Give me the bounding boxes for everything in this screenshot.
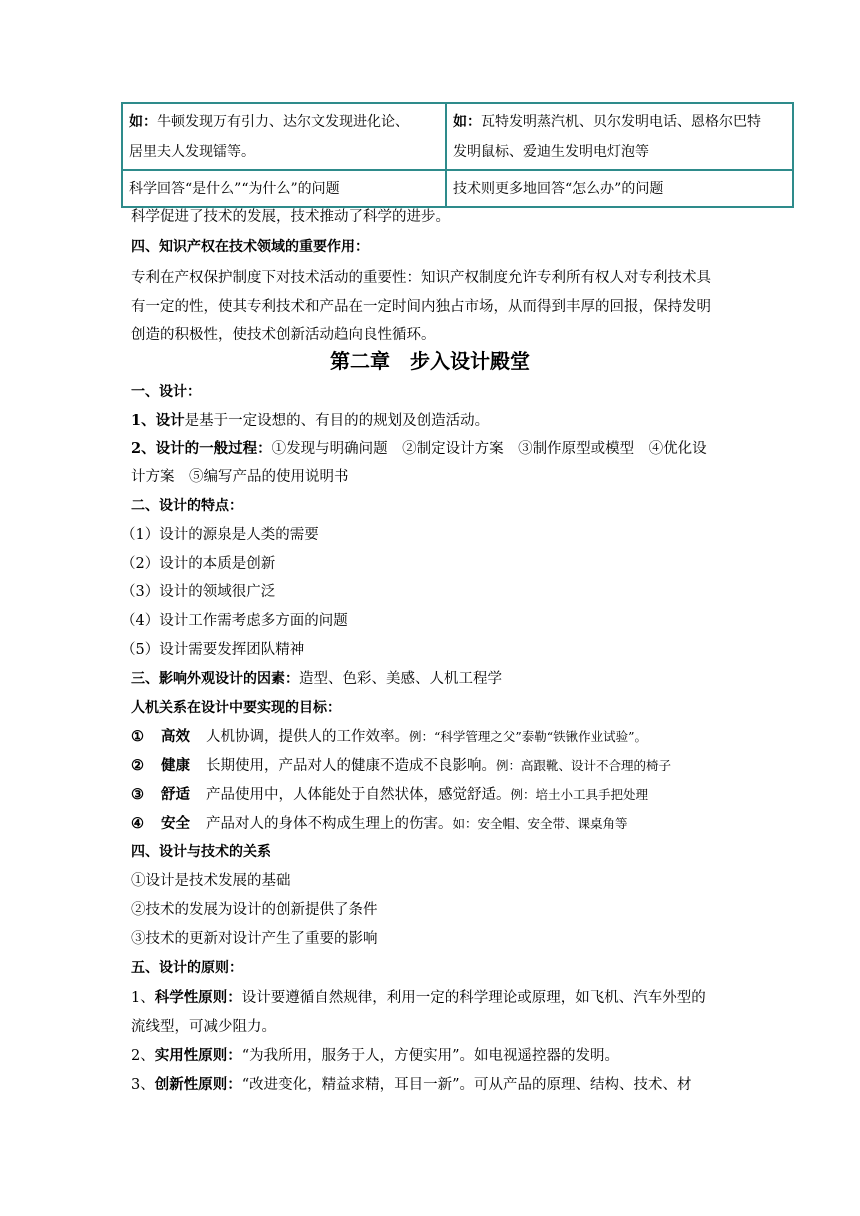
goal-number: ④ (131, 815, 144, 832)
principle-number: 1、 (131, 990, 155, 1006)
principle-text: “改进变化，精益求精，耳目一新”。可从产品的原理、结构、技术、材 (241, 1077, 692, 1093)
goal-example: 如：安全帽、安全带、课桌角等 (452, 816, 628, 831)
principle-line (131, 1044, 619, 1065)
goal-key: 高效 (161, 728, 190, 745)
principle-label: 创新性原则： (154, 1076, 242, 1093)
chapter-name: 步入设计殿堂 (410, 349, 530, 373)
table-row (122, 103, 793, 170)
goals-heading: 人机关系在设计中要实现的目标： (131, 700, 341, 716)
goal-text: 人机协调，提供人的工作效率。 (206, 729, 409, 745)
paragraph-line: 创造的积极性，使技术创新活动趋向良性循环。 (131, 327, 436, 343)
cell-text: 瓦特发明蒸汽机、贝尔发明电话、恩格尔巴特 (481, 114, 761, 130)
principle-line (131, 1073, 692, 1094)
section-heading: 一、设计： (131, 384, 201, 400)
heading-text: 造型、色彩、美感、人机工程学 (299, 671, 502, 687)
list-item: ②技术的发展为设计的创新提供了条件 (131, 902, 378, 918)
term-label: 1、设计 (131, 412, 185, 429)
table-row (122, 170, 793, 207)
section-heading: 四、知识产权在技术领域的重要作用： (131, 239, 369, 255)
section-heading (131, 667, 502, 688)
table-cell: 技术则更多地回答“怎么办”的问题 (446, 170, 793, 207)
goal-example: 例：“科学管理之父”泰勒“铁锹作业试验”。 (409, 729, 648, 744)
cell-text: 居里夫人发现镭等。 (129, 144, 255, 160)
list-item: （4）设计工作需考虑多方面的问题 (121, 613, 348, 629)
principle-label: 实用性原则： (154, 1047, 242, 1064)
principle-line-cont: 流线型，可减少阻力。 (131, 1019, 276, 1035)
goal-text: 长期使用，产品对人的健康不造成不良影响。 (206, 758, 496, 774)
goal-example: 例：高跟靴、设计不合理的椅子 (496, 758, 672, 773)
section-heading: 四、设计与技术的关系 (131, 844, 271, 860)
list-item: ③技术的更新对设计产生了重要的影响 (131, 931, 378, 947)
term-text: ①发现与明确问题 ②制定设计方案 ③制作原型或模型 ④优化设 (271, 441, 707, 457)
definition-line (131, 409, 489, 430)
cell-text: 发明鼠标、爱迪生发明电灯泡等 (453, 144, 649, 160)
cell-prefix: 如： (453, 114, 481, 130)
list-item: （2）设计的本质是创新 (121, 556, 276, 572)
list-item: （1）设计的源泉是人类的需要 (121, 527, 319, 543)
principle-number: 2、 (131, 1048, 155, 1064)
term-text: 是基于一定设想的、有目的的规划及创造活动。 (184, 413, 490, 429)
science-technology-table (121, 102, 794, 208)
goal-number: ② (131, 757, 144, 774)
chapter-number: 第二章 (330, 349, 390, 373)
heading-label: 三、影响外观设计的因素： (131, 671, 299, 687)
list-item: ①设计是技术发展的基础 (131, 873, 291, 889)
table-cell: 科学回答“是什么”“为什么”的问题 (122, 170, 446, 207)
cell-text: 牛顿发现万有引力、达尔文发现进化论、 (157, 114, 409, 130)
goal-number: ① (131, 728, 144, 745)
principle-text: 设计要遵循自然规律，利用一定的科学理论或原理，如飞机、汽车外型的 (241, 990, 706, 1006)
principle-number: 3、 (131, 1077, 155, 1093)
section-heading: 二、设计的特点： (131, 498, 243, 514)
paragraph-line: 专利在产权保护制度下对技术活动的重要性：知识产权制度允许专利所有权人对专利技术具 (131, 270, 711, 286)
list-item: （5）设计需要发挥团队精神 (121, 642, 305, 658)
paragraph-line: 有一定的性，使其专利技术和产品在一定时间内独占市场，从而得到丰厚的回报，保持发明 (131, 299, 711, 315)
goal-example: 例：培土小工具手把处理 (510, 787, 649, 802)
table-cell (446, 103, 793, 170)
chapter-title (0, 345, 860, 374)
goal-text: 产品使用中，人体能处于自然状体，感觉舒适。 (206, 787, 511, 803)
goal-item (131, 812, 628, 833)
goal-key: 安全 (161, 815, 190, 832)
principle-text: “为我所用，服务于人，方便实用”。如电视遥控器的发明。 (241, 1048, 620, 1064)
goal-key: 舒适 (161, 786, 190, 803)
list-item: （3）设计的领域很广泛 (121, 584, 276, 600)
goal-item (131, 725, 647, 746)
term-label: 2、设计的一般过程： (131, 440, 272, 457)
goal-item (131, 783, 648, 804)
goal-item (131, 754, 671, 775)
principle-line (131, 986, 706, 1007)
goal-key: 健康 (161, 757, 190, 774)
principle-label: 科学性原则： (154, 989, 242, 1006)
goal-text: 产品对人的身体不构成生理上的伤害。 (206, 816, 453, 832)
goal-number: ③ (131, 786, 144, 803)
section-heading: 五、设计的原则： (131, 960, 243, 976)
process-line-cont: 计方案 ⑤编写产品的使用说明书 (131, 469, 349, 485)
process-line (131, 437, 707, 458)
cell-prefix: 如： (129, 114, 157, 130)
table-cell (122, 103, 446, 170)
science-tech-summary: 科学促进了技术的发展，技术推动了科学的进步。 (131, 209, 450, 225)
